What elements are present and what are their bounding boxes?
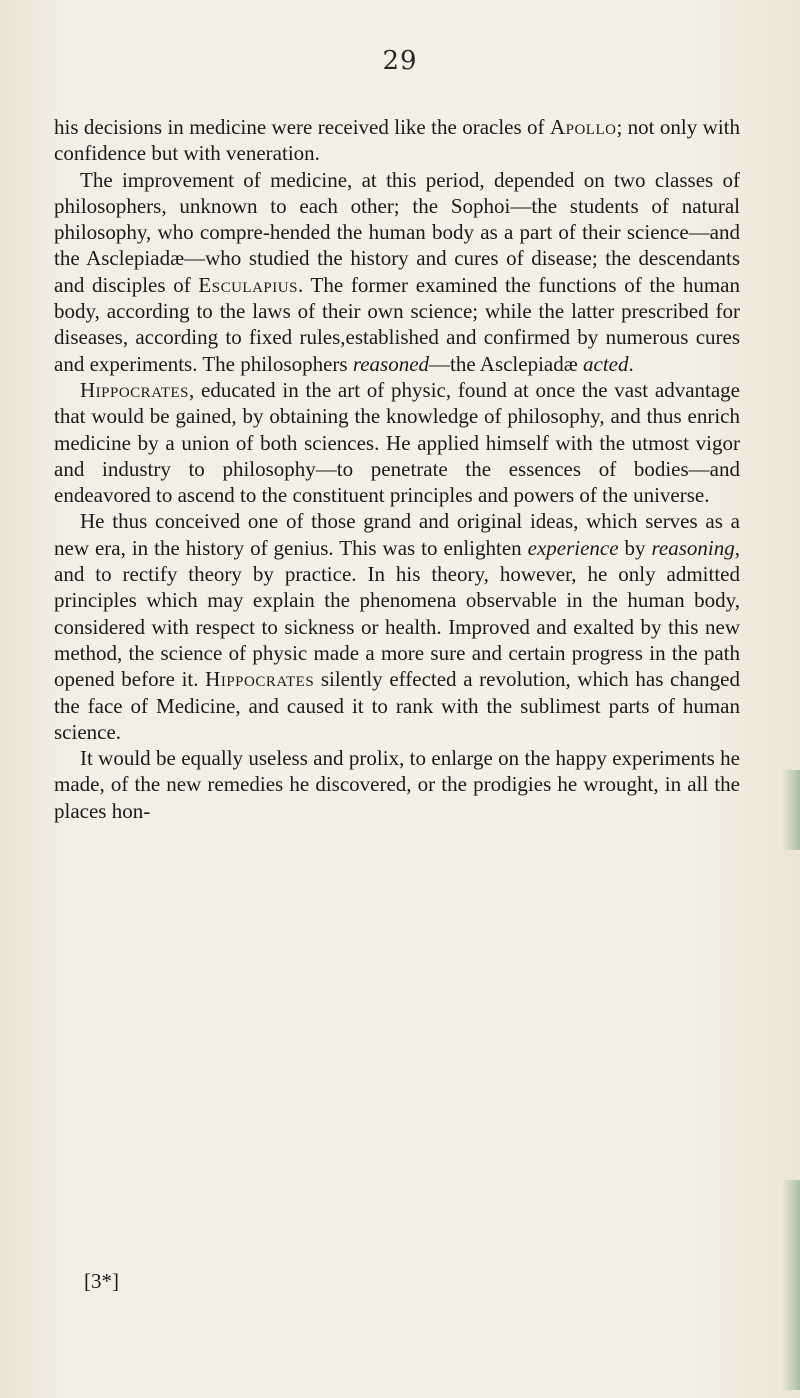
page-number: 29 bbox=[382, 46, 418, 76]
paragraph-3 bbox=[54, 377, 740, 508]
text-segment: It would be equally useless and prolix, to enlarge on the happy experiments he made, of the new remedies he discovered, or the prodigies he wrought, in all the places hon- bbox=[54, 746, 740, 823]
text-segment: his decisions in medicine were received like the oracles of bbox=[54, 115, 550, 139]
text-segment: silently effected a revolution, which has changed the face of Medicine, and caused it to rank with the sublimest parts of human science. bbox=[54, 667, 740, 744]
italic-emphasis: reasoned bbox=[352, 351, 430, 376]
paragraph-1 bbox=[54, 114, 740, 167]
text-segment: ; not only with confidence but with veneration. bbox=[54, 115, 740, 166]
italic-emphasis: experience bbox=[527, 535, 619, 560]
small-caps-name: Apollo bbox=[549, 115, 617, 139]
text-segment: He thus conceived one of those grand and original ideas, which serves as a new era, in the history of genius. This was to enlighten bbox=[54, 509, 740, 560]
paragraph-4 bbox=[54, 508, 740, 745]
printer-signature-mark: [3*] bbox=[84, 1269, 119, 1293]
body-text bbox=[54, 114, 740, 824]
small-caps-name: Esculapius bbox=[198, 272, 298, 297]
text-segment: , and to rectify theory by practice. In his theory, however, he only admitted principles which may explain the phenomena observable in the human body, considered with respect to sickness or health. Improved and exalted by this new method, the science of physic made a more sure and certain progress in the path opened before it. bbox=[54, 535, 741, 692]
edge-stain bbox=[782, 1180, 800, 1390]
paragraph-2 bbox=[54, 167, 740, 377]
text-segment: . bbox=[628, 351, 634, 376]
small-caps-name: Hippocrates bbox=[205, 667, 315, 692]
paragraph-5 bbox=[54, 745, 740, 824]
text-segment: . The former examined the functions of the human body, according to the laws of their own science; while the latter prescribed for diseases, according to fixed rules,established and confirmed by numerous cures and experiments. The philosophers bbox=[54, 272, 740, 376]
edge-stain bbox=[782, 770, 800, 850]
text-segment: —the Asclepiadæ bbox=[429, 351, 584, 376]
italic-emphasis: reasoning bbox=[651, 535, 735, 560]
small-caps-name: Hippocrates bbox=[80, 377, 190, 402]
italic-emphasis: acted bbox=[583, 351, 629, 376]
text-segment: by bbox=[618, 535, 652, 560]
text-segment: The improvement of medicine, at this period, depended on two classes of philosophers, unknown to each other; the Sophoi—the students of natural philosophy, who compre-hended the human body as a part of their science—and the Asclepiadæ—who studied the history and cures of disease; the descendants and disciples of bbox=[54, 167, 740, 297]
text-segment: , educated in the art of physic, found at once the vast advantage that would be gained, by obtaining the knowledge of philosophy, and thus enrich medicine by a union of both sciences. He applied himself with the utmost vigor and industry to philosophy—to penetrate the essences of bodies—and endeavored to ascend to the constituent principles and powers of the universe. bbox=[54, 377, 740, 508]
